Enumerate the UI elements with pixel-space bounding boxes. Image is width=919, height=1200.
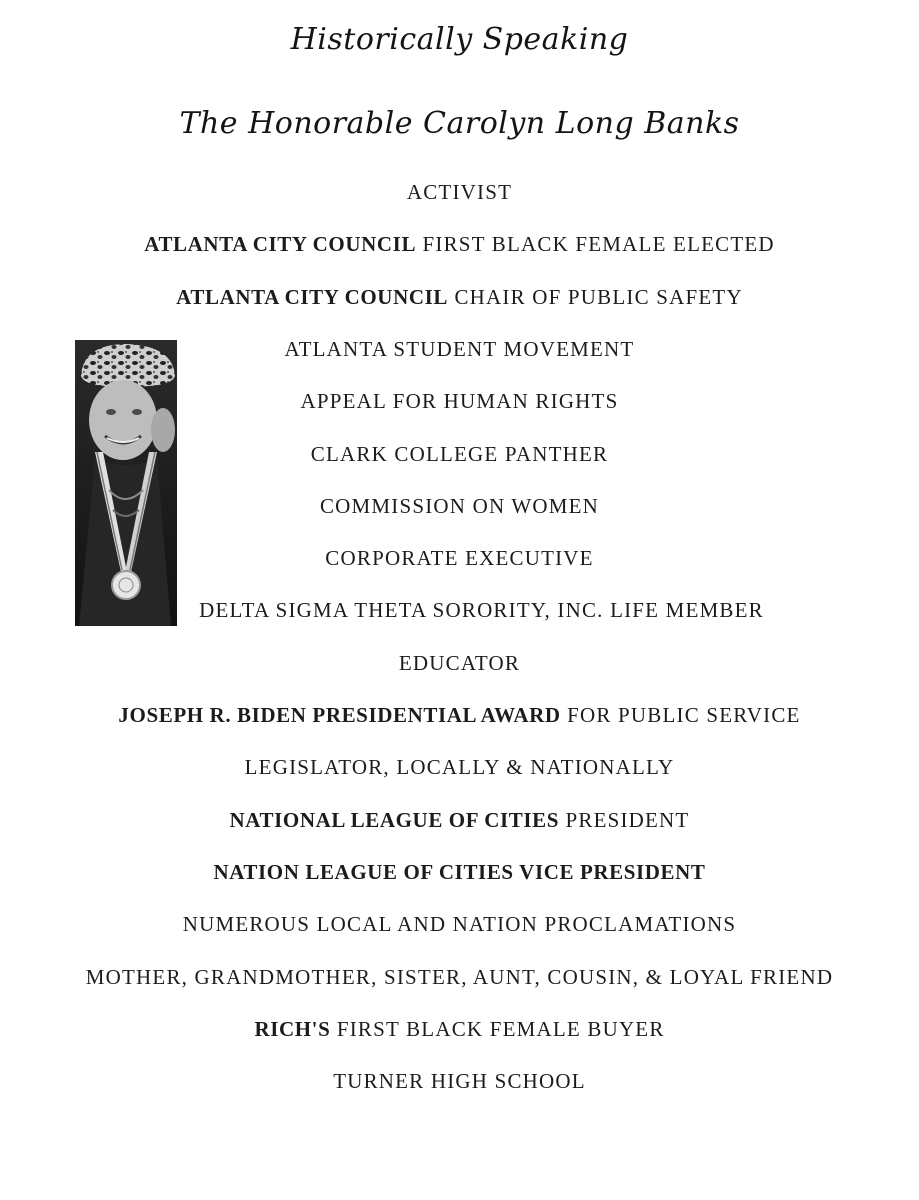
list-item-bold-text: NATION LEAGUE OF CITIES VICE PRESIDENT (213, 859, 706, 884)
list-item (0, 285, 919, 310)
list-item-text: TURNER HIGH SCHOOL (333, 1069, 586, 1094)
page-title: Historically Speaking (290, 22, 629, 57)
list-item-text: LEGISLATOR, LOCALLY & NATIONALLY (244, 755, 675, 780)
list-item-text: EDUCATOR (398, 650, 521, 675)
list-item (0, 180, 919, 205)
list-item-bold-text: NATIONAL LEAGUE OF CITIES (229, 807, 560, 832)
list-item-text: ATLANTA STUDENT MOVEMENT (284, 336, 635, 361)
list-item-text: MOTHER, GRANDMOTHER, SISTER, AUNT, COUSIN, & LOYAL FRIEND (85, 964, 834, 989)
list-item (0, 912, 919, 937)
list-item-bold-text: RICH'S (254, 1016, 331, 1041)
list-item-bold-text: ATLANTA CITY COUNCIL (176, 284, 448, 309)
list-item (0, 651, 919, 676)
list-item-bold-text: ATLANTA CITY COUNCIL (144, 232, 417, 257)
list-item-text: FOR PUBLIC SERVICE (560, 703, 801, 727)
list-item (0, 965, 919, 990)
list-item-text: FIRST BLACK FEMALE BUYER (330, 1016, 665, 1041)
list-item-text: CHAIR OF PUBLIC SAFETY (448, 284, 743, 309)
list-item-text: FIRST BLACK FEMALE ELECTED (416, 232, 775, 257)
list-item (0, 808, 919, 833)
list-item-text: ACTIVIST (406, 180, 513, 204)
list-item-text: NUMEROUS LOCAL AND NATION PROCLAMATIONS (182, 912, 737, 937)
list-item (0, 389, 919, 414)
list-item-text: CLARK COLLEGE PANTHER (310, 441, 609, 466)
list-item (0, 546, 919, 571)
list-item (0, 442, 919, 467)
list-item-text: PRESIDENT (559, 807, 690, 832)
list-item (0, 860, 919, 885)
list-item-text: DELTA SIGMA THETA SORORITY, INC. LIFE MEMBER (199, 598, 764, 623)
list-item (0, 703, 919, 728)
list-item (0, 494, 919, 519)
list-item-text: APPEAL FOR HUMAN RIGHTS (300, 389, 619, 414)
list-item-text: CORPORATE EXECUTIVE (325, 546, 594, 571)
page-subtitle: The Honorable Carolyn Long Banks (179, 106, 740, 141)
list-item-text: COMMISSION ON WOMEN (319, 493, 600, 518)
list-item (22, 598, 919, 623)
list-item (0, 1069, 919, 1094)
list-item (0, 755, 919, 780)
list-item-bold-text: JOSEPH R. BIDEN PRESIDENTIAL AWARD (118, 703, 561, 727)
list-item (0, 232, 919, 257)
list-item (0, 1017, 919, 1042)
list-item (0, 337, 919, 362)
